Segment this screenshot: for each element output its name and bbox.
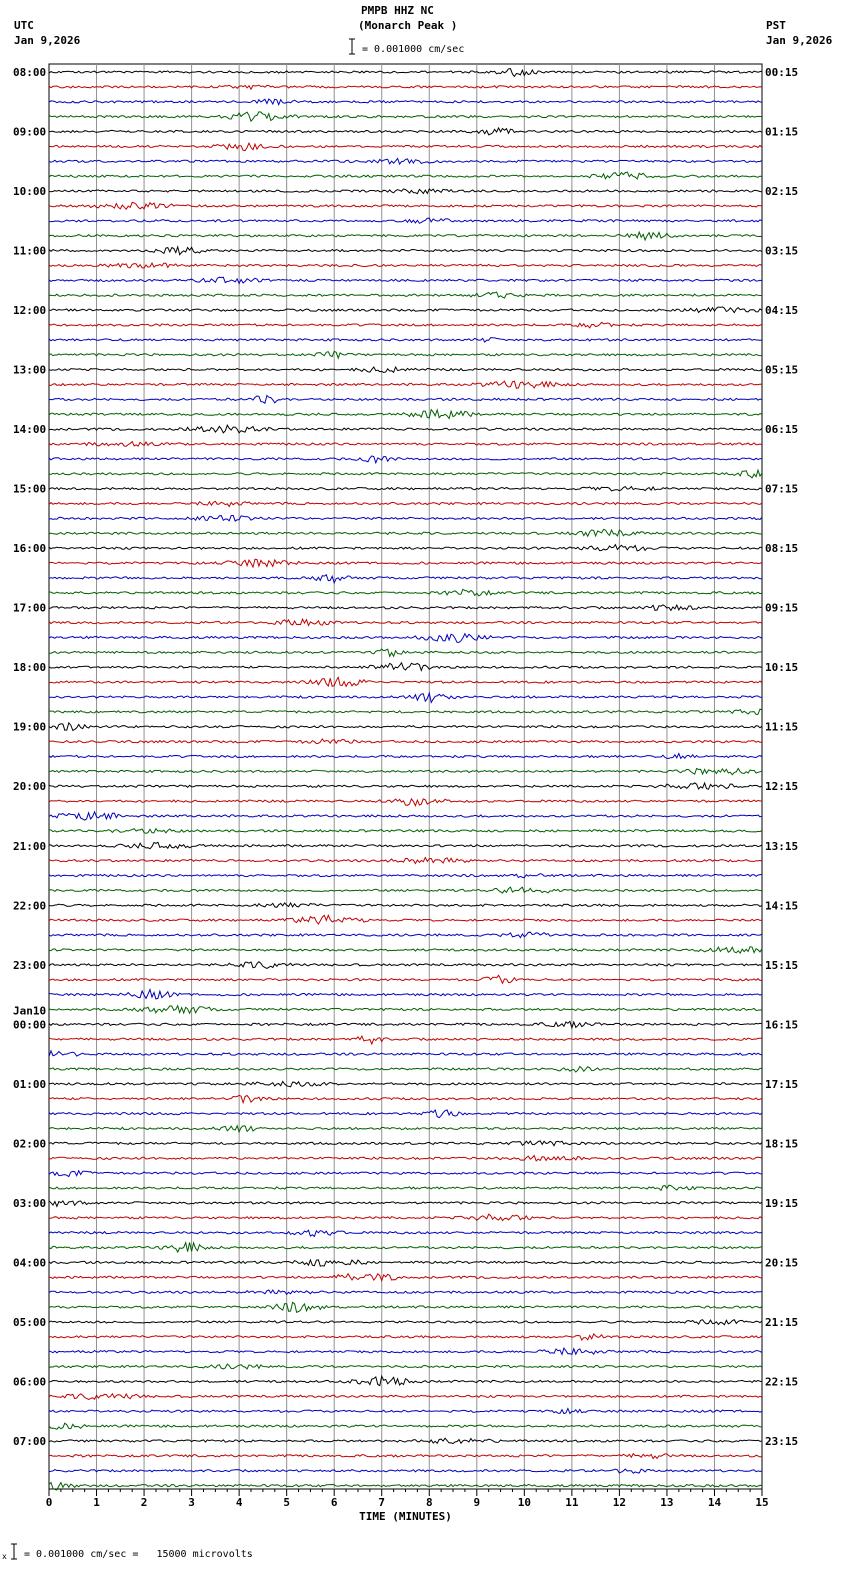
- utc-hour-label: 00:00: [13, 1018, 47, 1032]
- pst-hour-label: 13:15: [765, 839, 799, 853]
- pst-hour-label: 04:15: [765, 304, 799, 318]
- trace-line: [49, 783, 762, 789]
- x-tick-label: 6: [330, 1496, 338, 1509]
- x-tick-label: 3: [188, 1496, 195, 1509]
- utc-hour-label: 17:00: [13, 601, 47, 615]
- trace-line: [49, 1036, 762, 1044]
- trace-line: [49, 605, 762, 611]
- trace-line: [49, 829, 762, 834]
- pst-hour-label: 05:15: [765, 363, 799, 377]
- trace-line: [49, 218, 762, 223]
- pst-hour-label: 10:15: [765, 661, 799, 675]
- trace-line: [49, 1081, 762, 1086]
- x-tick-label: 9: [473, 1496, 481, 1509]
- utc-hour-label: 14:00: [13, 423, 47, 437]
- trace-line: [49, 962, 762, 969]
- x-tick-label: 0: [45, 1496, 53, 1509]
- footer-scale-text: = 0.001000 cm/sec = 15000 microvolts: [24, 1549, 253, 1560]
- trace-line: [49, 202, 762, 209]
- x-tick-label: 15: [755, 1496, 769, 1509]
- trace-line: [49, 1156, 762, 1161]
- trace-line: [49, 1376, 762, 1385]
- utc-hour-label: 04:00: [13, 1256, 47, 1270]
- pst-hour-label: 08:15: [765, 542, 799, 556]
- trace-line: [49, 1334, 762, 1340]
- trace-line: [49, 381, 762, 388]
- trace-line: [49, 559, 762, 567]
- pst-hour-label: 20:15: [765, 1256, 799, 1270]
- pst-hour-label: 12:15: [765, 780, 799, 794]
- trace-line: [49, 351, 762, 358]
- trace-line: [49, 1243, 762, 1253]
- trace-line: [49, 842, 762, 849]
- trace-line: [49, 915, 762, 924]
- trace-line: [49, 619, 762, 625]
- trace-line: [49, 128, 762, 135]
- utc-hour-label: 05:00: [13, 1315, 47, 1329]
- x-axis-label: TIME (MINUTES): [359, 1510, 452, 1523]
- location-subtitle: (Monarch Peak ): [358, 19, 458, 32]
- trace-line: [49, 1290, 762, 1294]
- trace-line: [49, 470, 762, 478]
- pst-hour-label: 19:15: [765, 1196, 799, 1210]
- trace-line: [49, 367, 762, 373]
- x-tick-label: 13: [660, 1496, 674, 1509]
- trace-line: [49, 1214, 762, 1220]
- utc-hour-label: 07:00: [13, 1434, 47, 1448]
- utc-hour-label: 18:00: [13, 661, 47, 675]
- trace-line: [49, 456, 762, 463]
- trace-line: [49, 887, 762, 893]
- utc-hour-label: 23:00: [13, 958, 47, 972]
- right-timezone: PST: [766, 19, 786, 32]
- trace-line: [49, 1051, 762, 1057]
- trace-line: [49, 754, 762, 759]
- trace-line: [49, 322, 762, 328]
- trace-line: [49, 739, 762, 744]
- trace-line: [49, 545, 762, 551]
- pst-hour-label: 18:15: [765, 1137, 799, 1151]
- pst-hour-label: 00:15: [765, 66, 799, 79]
- pst-hour-label: 07:15: [765, 482, 799, 496]
- x-tick-label: 14: [707, 1496, 722, 1509]
- right-date: Jan 9,2026: [766, 34, 833, 47]
- footer-marker: x: [2, 1552, 7, 1561]
- pst-hour-label: 11:15: [765, 720, 799, 734]
- trace-line: [49, 663, 762, 671]
- pst-hour-label: 14:15: [765, 899, 799, 913]
- pst-hour-label: 01:15: [765, 125, 799, 139]
- utc-hour-label: 13:00: [13, 363, 47, 377]
- trace-line: [49, 85, 762, 89]
- trace-line: [49, 410, 762, 419]
- trace-line: [49, 1423, 762, 1429]
- trace-line: [49, 1171, 762, 1177]
- trace-line: [49, 575, 762, 583]
- trace-line: [49, 677, 762, 686]
- pst-hour-label: 09:15: [765, 601, 799, 615]
- pst-hour-label: 15:15: [765, 958, 799, 972]
- utc-hour-label: 22:00: [13, 899, 47, 913]
- x-tick-label: 8: [425, 1496, 433, 1509]
- trace-line: [49, 247, 762, 255]
- trace-line: [49, 1409, 762, 1414]
- trace-line: [49, 159, 762, 165]
- utc-date-change-label: Jan10: [13, 1004, 47, 1018]
- trace-line: [49, 1067, 762, 1073]
- left-timezone: UTC: [14, 19, 34, 32]
- trace-line: [49, 143, 762, 151]
- trace-line: [49, 903, 762, 907]
- trace-line: [49, 799, 762, 806]
- trace-line: [49, 112, 762, 121]
- utc-hour-label: 15:00: [13, 482, 47, 496]
- trace-line: [49, 709, 762, 714]
- trace-line: [49, 1141, 762, 1146]
- trace-line: [49, 1320, 762, 1325]
- utc-hour-label: 09:00: [13, 125, 47, 139]
- footer-scale-bar-icon: [10, 1543, 18, 1561]
- utc-hour-label: 01:00: [13, 1077, 47, 1091]
- trace-line: [49, 769, 762, 775]
- utc-hour-label: 19:00: [13, 720, 47, 734]
- utc-hour-label: 03:00: [13, 1196, 47, 1210]
- trace-line: [49, 874, 762, 878]
- trace-line: [49, 172, 762, 179]
- trace-line: [49, 396, 762, 404]
- trace-line: [49, 263, 762, 268]
- utc-hour-label: 10:00: [13, 185, 47, 199]
- x-tick-label: 7: [378, 1496, 386, 1509]
- trace-line: [49, 277, 762, 283]
- trace-line: [49, 1126, 762, 1132]
- plot-frame: [49, 64, 762, 1489]
- trace-line: [49, 990, 762, 999]
- trace-line: [49, 189, 762, 194]
- trace-line: [49, 947, 762, 953]
- trace-line: [49, 442, 762, 447]
- trace-line: [49, 1185, 762, 1190]
- x-tick-label: 10: [517, 1496, 531, 1509]
- utc-hour-label: 12:00: [13, 304, 47, 318]
- left-date: Jan 9,2026: [14, 34, 81, 47]
- trace-line: [49, 1348, 762, 1354]
- x-tick-label: 2: [140, 1496, 148, 1509]
- station-title: PMPB HHZ NC: [361, 4, 434, 17]
- trace-line: [49, 975, 762, 983]
- trace-line: [49, 425, 762, 433]
- pst-hour-label: 16:15: [765, 1018, 799, 1032]
- utc-hour-label: 16:00: [13, 542, 47, 556]
- trace-line: [49, 1095, 762, 1102]
- trace-line: [49, 812, 762, 821]
- pst-hour-label: 21:15: [765, 1315, 799, 1329]
- trace-line: [49, 932, 762, 937]
- pst-hour-label: 22:15: [765, 1375, 799, 1389]
- trace-line: [49, 1274, 762, 1281]
- trace-line: [49, 1364, 762, 1369]
- utc-hour-label: 20:00: [13, 780, 47, 794]
- trace-line: [49, 1260, 762, 1266]
- utc-hour-label: 11:00: [13, 244, 47, 258]
- trace-line: [49, 1438, 762, 1443]
- trace-line: [49, 634, 762, 643]
- pst-hour-label: 17:15: [765, 1077, 799, 1091]
- pst-hour-label: 23:15: [765, 1434, 799, 1448]
- trace-line: [49, 1469, 762, 1473]
- pst-hour-label: 03:15: [765, 244, 799, 258]
- trace-line: [49, 501, 762, 506]
- x-tick-label: 5: [283, 1496, 290, 1509]
- trace-line: [49, 1454, 762, 1459]
- trace-line: [49, 232, 762, 240]
- trace-line: [49, 693, 762, 702]
- trace-line: [49, 1110, 762, 1118]
- utc-hour-label: 21:00: [13, 839, 47, 853]
- trace-line: [49, 723, 762, 731]
- pst-hour-label: 02:15: [765, 185, 799, 199]
- trace-line: [49, 292, 762, 298]
- trace-line: [49, 307, 762, 313]
- trace-line: [49, 1006, 762, 1014]
- trace-line: [49, 858, 762, 864]
- trace-line: [49, 1230, 762, 1236]
- pst-hour-label: 06:15: [765, 423, 799, 437]
- utc-hour-label: 08:00: [13, 66, 47, 79]
- utc-hour-label: 06:00: [13, 1375, 47, 1389]
- trace-line: [49, 1394, 762, 1400]
- utc-hour-label: 02:00: [13, 1137, 47, 1151]
- trace-line: [49, 515, 762, 521]
- x-tick-label: 11: [565, 1496, 579, 1509]
- trace-line: [49, 529, 762, 536]
- trace-line: [49, 1201, 762, 1207]
- x-tick-label: 12: [612, 1496, 627, 1509]
- trace-line: [49, 649, 762, 656]
- trace-line: [49, 1302, 762, 1312]
- trace-line: [49, 338, 762, 343]
- trace-line: [49, 69, 762, 77]
- trace-line: [49, 99, 762, 105]
- scale-text: = 0.001000 cm/sec: [362, 44, 465, 55]
- trace-line: [49, 589, 762, 596]
- trace-line: [49, 487, 762, 491]
- trace-line: [49, 1021, 762, 1027]
- x-tick-label: 4: [235, 1496, 243, 1509]
- x-tick-label: 1: [93, 1496, 100, 1509]
